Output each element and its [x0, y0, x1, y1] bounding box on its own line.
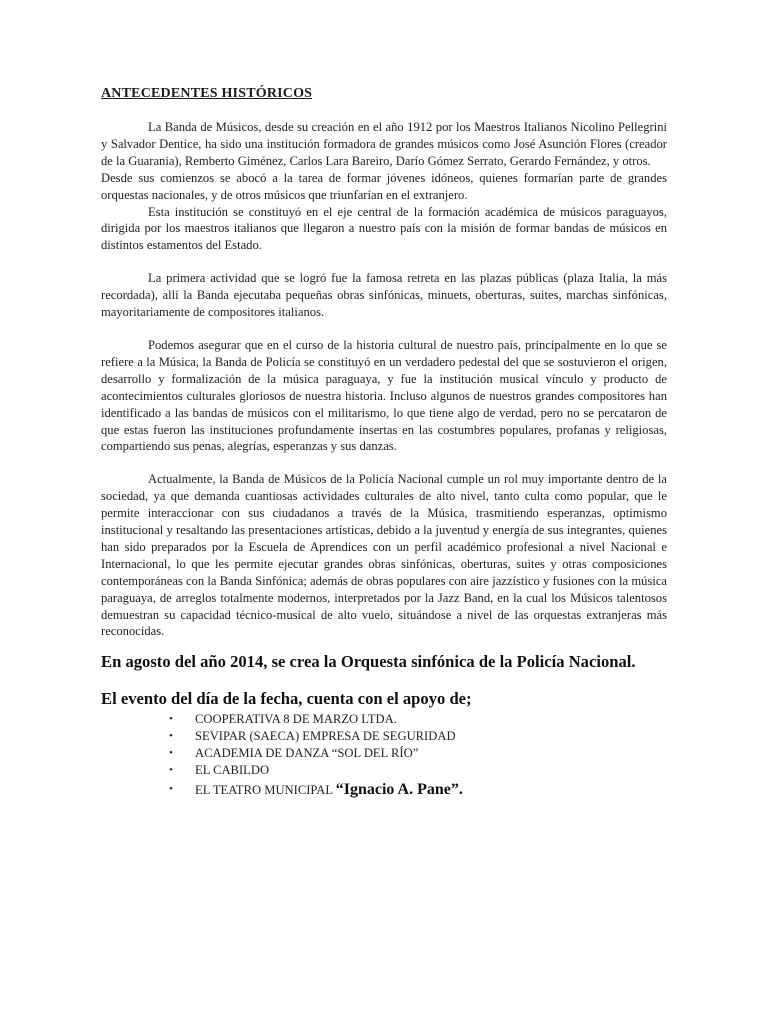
list-item	[169, 711, 667, 728]
support-heading: El evento del día de la fecha, cuenta con el apoyo de;	[101, 689, 472, 709]
paragraph-spacer	[101, 455, 667, 471]
bullet-icon: •	[169, 764, 173, 777]
paragraph-founding: La Banda de Músicos, desde su creación en el año 1912 por los Maestros Italianos Nicolino Pellegrini y Salvador Dentice, ha sido una institución formadora de grandes músicos como José Asunción Flores (creador de la Guarania), Remberto Giménez, Carlos Lara Bareiro, Darío Gómez Serrato, Gerardo Fernández, y otros.	[101, 120, 667, 168]
sponsor-name: EL CABILDO	[195, 763, 270, 778]
list-item	[169, 728, 667, 745]
sponsor-name: ACADEMIA DE DANZA “SOL DEL RÍO”	[195, 746, 419, 761]
list-item	[169, 762, 667, 779]
paragraph-current-role: Actualmente, la Banda de Músicos de la Policía Nacional cumple un rol muy importante dentro de la sociedad, ya que demanda cuantiosas actividades culturales de alto nivel, tanto culta como popular, que le permite interaccionar con sus ciudadanos a través de la Música, trasmitiendo esperanzas, optimismo institucional y resaltando las presentaciones artísticas, debido a la juventud y energía de sus integrantes, quienes han sido preparados por la Escuela de Aprendices con un perfil académico profesional a nivel Nacional e Internacional, lo que les permite ejecutar grandes obras sinfónicas, oberturas, suites y otras composiciones contemporáneas con la Banda Sinfónica; además de obras populares con aire jazzístico y fusiones con la música paraguaya, de arreglos totalmente modernos, interpretados por la Jazz Band, en la cual los Músicos talentosos demuestran su capacidad técnico-musical de alto vuelo, situándose a nivel de las orquestas extranjeras más reconocidas.	[101, 472, 667, 639]
section-heading: ANTECEDENTES HISTÓRICOS	[101, 86, 313, 101]
paragraph-first-activity: La primera actividad que se logró fue la famosa retreta en las plazas públicas (plaza Italia, la más recordada), allí la Banda ejecutaba pequeñas obras sinfónicas, minuets, oberturas, suites, marchas sinfónicas, mayoritariamente de compositores italianos.	[101, 271, 667, 320]
paragraph-beginnings: Desde sus comienzos se abocó a la tarea de formar jóvenes idóneos, quienes formarían parte de grandes orquestas nacionales, y de otros músicos que triunfarían en el extranjero.	[101, 170, 667, 202]
paragraph-institution: Esta institución se constituyó en el eje central de la formación académica de músicos paraguayos, dirigida por los maestros italianos que llegaron a nuestro país con la misión de formar bandas de músicos en distintos estamentos del Estado.	[101, 204, 667, 253]
bullet-icon: •	[169, 783, 173, 796]
list-item	[169, 745, 667, 762]
paragraph-spacer	[101, 254, 667, 270]
sponsor-name: SEVIPAR (SAECA) EMPRESA DE SEGURIDAD	[195, 729, 456, 744]
list-item	[169, 781, 667, 799]
sponsor-list	[101, 711, 667, 799]
orchestra-announcement: En agosto del año 2014, se crea la Orquesta sinfónica de la Policía Nacional.	[101, 652, 636, 672]
document-body	[101, 86, 667, 799]
bullet-icon: •	[169, 730, 173, 743]
paragraph-spacer	[101, 321, 667, 337]
bullet-icon: •	[169, 747, 173, 760]
sponsor-emphasis: “Ignacio A. Pane”.	[335, 781, 463, 799]
paragraph-cultural-history: Podemos asegurar que en el curso de la historia cultural de nuestro país, principalmente en lo que se refiere a la Música, la Banda de Policía se constituyó en un verdadero pedestal del que se sostuvieron el origen, desarrollo y formalización de la música paraguaya, y fue la institución musical vínculo y producto de acontecimientos culturales gloriosos de nuestra historia. Incluso algunos de nuestros grandes compositores han identificado a las bandas de músicos con el militarismo, lo que tiene algo de verdad, pero no se percataron de que estas fueron las instituciones profundamente insertas en las costumbres populares, profanas y religiosas, compartiendo sus penas, alegrías, esperanzas y sus danzas.	[101, 337, 667, 454]
sponsor-name: COOPERATIVA 8 DE MARZO LTDA.	[195, 712, 397, 727]
sponsor-name: EL TEATRO MUNICIPAL	[195, 783, 336, 798]
bullet-icon: •	[169, 713, 173, 726]
